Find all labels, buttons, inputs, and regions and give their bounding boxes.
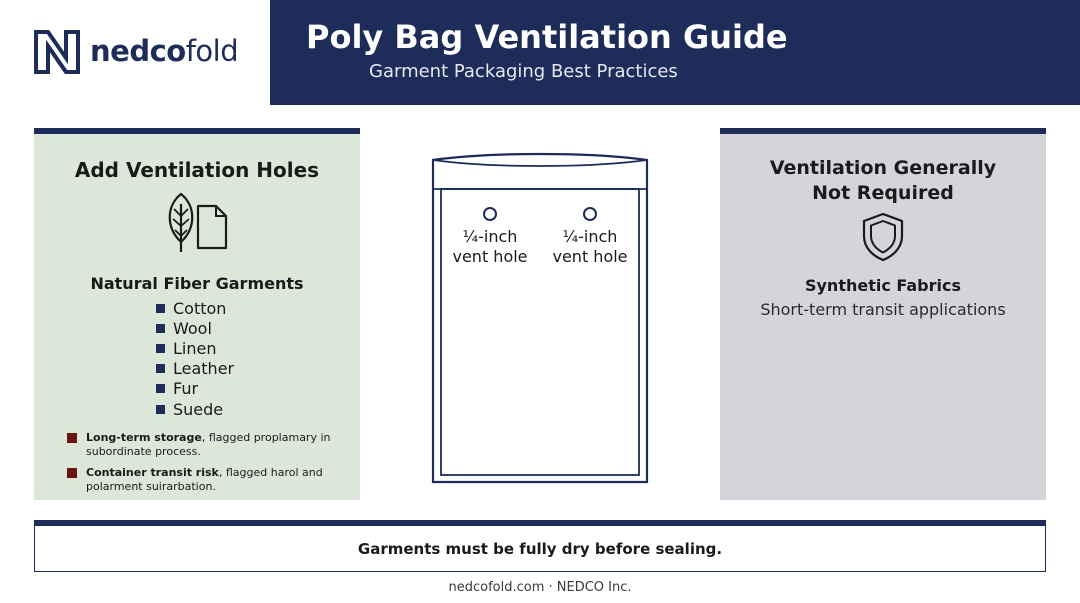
leaf-document-icon (164, 192, 230, 254)
bullet-square-icon (156, 344, 165, 353)
vent-hole-label: ¼-inch vent hole (452, 227, 528, 266)
page-title: Poly Bag Ventilation Guide (306, 18, 788, 56)
list-item: Linen (156, 338, 234, 358)
banner-text: Garments must be fully dry before sealing. (357, 539, 723, 558)
notes-list (67, 431, 347, 501)
poly-bag-outline (430, 152, 650, 486)
vent-hole-label: ¼-inch vent hole (552, 227, 628, 266)
brand-name-part1: nedco (90, 34, 186, 68)
list-item: Suede (156, 399, 234, 419)
left-panel-heading: Add Ventilation Holes (74, 158, 320, 182)
vent-hole-icon (584, 208, 596, 220)
synthetic-fabrics-description: Short-term transit applications (760, 300, 1006, 319)
right-panel-heading: Ventilation Generally Not Required (769, 157, 997, 204)
note-bold: Long-term storage (86, 431, 202, 444)
synthetic-fabrics-heading: Synthetic Fabrics (804, 276, 962, 295)
list-item: Fur (156, 379, 234, 399)
bullet-square-icon (156, 364, 165, 373)
note-text: , flagged proplamary in subordinate process. (86, 431, 331, 458)
page-subtitle: Garment Packaging Best Practices (369, 61, 678, 82)
note-marker-icon (67, 433, 77, 443)
logo-area (0, 0, 270, 105)
list-item: Wool (156, 318, 234, 338)
bullet-square-icon (156, 324, 165, 333)
header-band (270, 0, 1080, 105)
bullet-square-icon (156, 405, 165, 414)
brand-name-part2: fold (185, 34, 239, 68)
ventilation-needed-panel (34, 128, 360, 500)
nedco-logo-icon (34, 30, 80, 74)
shield-icon (862, 212, 904, 262)
natural-fiber-heading: Natural Fiber Garments (90, 274, 304, 293)
footer-text: nedcofold.com · NEDCO Inc. (448, 580, 632, 595)
note-item (67, 466, 347, 494)
note-item (67, 431, 347, 459)
ventilation-not-required-panel (720, 128, 1046, 500)
brand-wordmark (90, 34, 238, 68)
vent-hole-icon (484, 208, 496, 220)
bullet-square-icon (156, 304, 165, 313)
list-item: Leather (156, 359, 234, 379)
poly-bag-diagram (430, 152, 650, 486)
bullet-square-icon (156, 384, 165, 393)
fiber-list (156, 298, 234, 419)
list-item: Cotton (156, 298, 234, 318)
note-text: , flagged harol and polarment suirarbation. (86, 466, 323, 493)
note-bold: Container transit risk (86, 466, 219, 479)
note-marker-icon (67, 468, 77, 478)
dry-warning-banner (34, 520, 1046, 572)
